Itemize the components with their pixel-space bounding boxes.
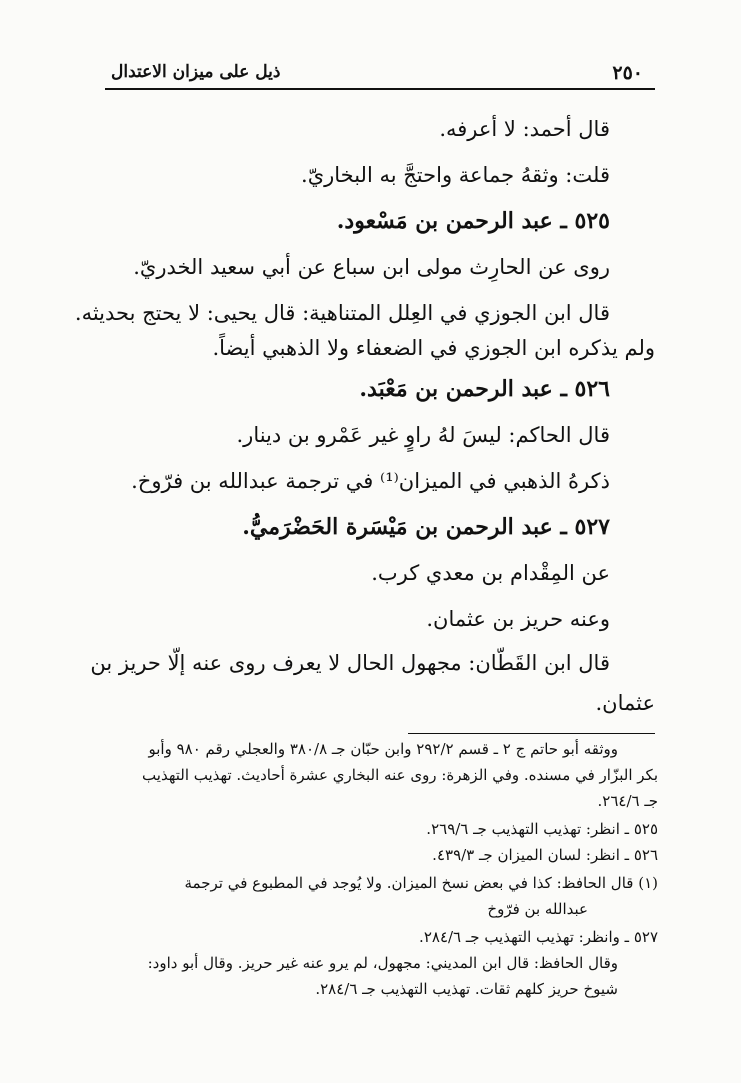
text-line: روى عن الحارِث مولى ابن سباع عن أبي سعيد الخدريّ. bbox=[133, 255, 610, 279]
text-line: ذكرهُ الذهبي في الميزان⁽¹⁾ في ترجمة عبدالله بن فرّوخ. bbox=[131, 469, 610, 493]
text-line: قال ابن الجوزي في العِلل المتناهية: قال يحيى: لا يحتج بحديثه. bbox=[74, 301, 610, 325]
footnote-line: شيوخ حريز كلهم ثقات. تهذيب التهذيب جـ ٢٨٤/٦. bbox=[315, 980, 618, 998]
footnote-line: (١) قال الحافظ: كذا في بعض نسخ الميزان. ولا يُوجد في المطبوع في ترجمة bbox=[184, 874, 658, 892]
footnote-line: ووثقه أبو حاتم ج ٢ ـ قسم ٢٩٢/٢ وابن حبّان جـ ٣٨٠/٨ والعجلي رقم ٩٨٠ وأبو bbox=[148, 740, 618, 758]
running-title: ذيل على ميزان الاعتدال bbox=[111, 62, 281, 82]
text-line: قال ابن القَطّان: مجهول الحال لا يعرف روى عنه إلّا حريز بن bbox=[90, 651, 610, 675]
footnote-line: جـ ٢٦٤/٦. bbox=[597, 792, 658, 810]
text-line: وعنه حريز بن عثمان. bbox=[426, 607, 610, 631]
footnote-line: ٥٢٥ ـ انظر: تهذيب التهذيب جـ ٢٦٩/٦. bbox=[426, 820, 658, 838]
footnote-line: عبدالله بن فرّوخ bbox=[487, 900, 588, 918]
footnote-line: وقال الحافظ: قال ابن المديني: مجهول، لم يرو عنه غير حريز. وقال أبو داود: bbox=[147, 954, 618, 972]
header-rule bbox=[105, 88, 655, 90]
footnote-rule bbox=[408, 733, 655, 734]
page-header bbox=[105, 58, 655, 88]
text-line: قال الحاكم: ليسَ لهُ راوٍ غير عَمْرو بن دينار. bbox=[236, 423, 610, 447]
entry-heading-526: ٥٢٦ ـ عبد الرحمن بن مَعْبَد. bbox=[359, 376, 610, 402]
entry-heading-527: ٥٢٧ ـ عبد الرحمن بن مَيْسَرة الحَضْرَميُّ. bbox=[242, 514, 610, 540]
footnote-line: ٥٢٦ ـ انظر: لسان الميزان جـ ٤٣٩/٣. bbox=[432, 846, 658, 864]
footnote-line: ٥٢٧ ـ وانظر: تهذيب التهذيب جـ ٢٨٤/٦. bbox=[419, 928, 658, 946]
footnote-line: بكر البزّار في مسنده. وفي الزهرة: روى عنه البخاري عشرة أحاديث. تهذيب التهذيب bbox=[142, 766, 658, 784]
page-number: ٢٥٠ bbox=[612, 62, 643, 84]
text-line: ولم يذكره ابن الجوزي في الضعفاء ولا الذهبي أيضاً. bbox=[212, 336, 655, 360]
entry-heading-525: ٥٢٥ ـ عبد الرحمن بن مَسْعود. bbox=[336, 208, 610, 234]
text-line: عثمان. bbox=[595, 691, 655, 715]
text-line: عن المِقْدام بن معدي كرب. bbox=[371, 561, 610, 585]
text-line: قلت: وثقهُ جماعة واحتجَّ به البخاريّ. bbox=[301, 163, 610, 187]
text-line: قال أحمد: لا أعرفه. bbox=[439, 117, 610, 141]
